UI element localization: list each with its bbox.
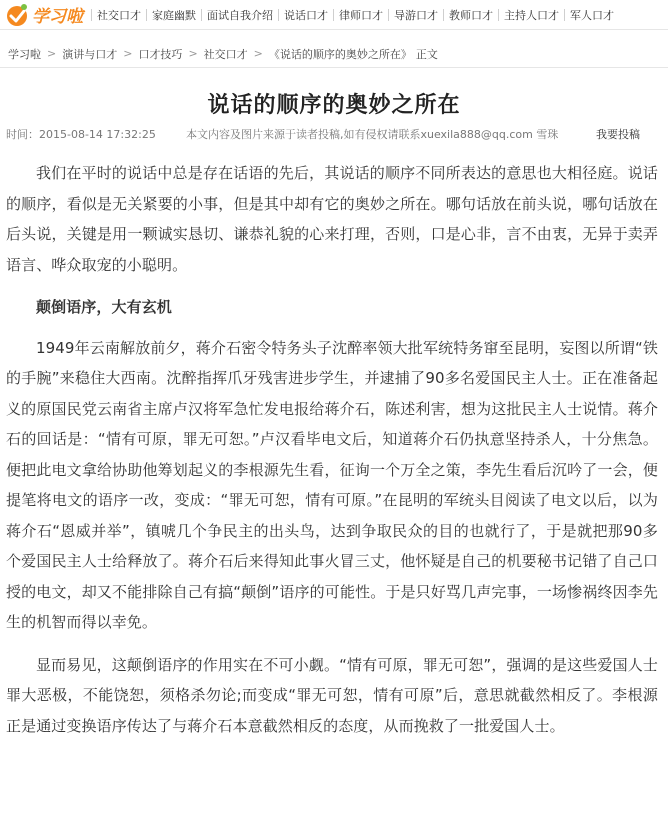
article-meta (0, 124, 668, 144)
breadcrumb-speech[interactable]: 演讲与口才 (62, 47, 118, 61)
nav-item-lawyer[interactable]: 律师口才 (339, 8, 383, 22)
nav-item-interview-intro[interactable]: 面试自我介绍 (207, 8, 273, 22)
site-logo[interactable] (4, 1, 83, 29)
breadcrumb-suffix: 正文 (415, 47, 438, 61)
copyright-notice: 本文内容及图片来源于读者投稿,如有侵权请联系xuexila888@qq.com 雪珠 (186, 128, 559, 141)
nav-item-military[interactable]: 军人口才 (570, 8, 614, 22)
breadcrumb-skills[interactable]: 口才技巧 (138, 47, 183, 61)
breadcrumb (0, 40, 668, 68)
breadcrumb-chevron-icon: > (47, 47, 57, 60)
nav-item-social-speech[interactable]: 社交口才 (97, 8, 141, 22)
breadcrumb-social[interactable]: 社交口才 (203, 47, 248, 61)
main-nav (91, 7, 619, 23)
logo-icon (4, 2, 30, 28)
breadcrumb-chevron-icon: > (253, 47, 263, 60)
breadcrumb-home[interactable]: 学习啦 (8, 47, 41, 61)
nav-item-family-humor[interactable]: 家庭幽默 (152, 8, 196, 22)
top-nav-bar (0, 0, 668, 30)
article-title: 说话的顺序的奥妙之所在 (207, 93, 461, 118)
paragraph: 1949年云南解放前夕，蒋介石密令特务头子沈醉率领大批军统特务窜至昆明，妄图以所谓“铁的手腕”来稳住大西南。沈醉指挥爪牙残害进步学生，并逮捕了90多名爱国民主人士。正在准备起义的原国民党云南省主席卢汉将军急忙发电报给蒋介石，陈述利害，想为这批民主人士说情。蒋介石的回话是：“情有可原，罪无可恕。”卢汉看毕电文后，知道蒋介石仍执意坚持杀人，十分焦急。便把此电文拿给协助他筹划起义的李根源先生看，征询一个万全之策，李先生看后沉吟了一会，便提笔将电文的语序一改，变成：“罪无可恕，情有可原。”在昆明的军统头目阅读了电文以后，以为蒋介石“恩威并举”，镇唬几个争民主的出头鸟，达到争取民众的目的也就行了，于是就把那90多个爱国民主人士给释放了。蒋介石后来得知此事火冒三丈，他怀疑是自己的机要秘书记错了自己口授的电文，却又不能排除自己有搞“颠倒”语序的可能性。于是只好骂几声完事，一场惨祸终因李先生的机智而得以幸免。 (6, 338, 658, 631)
breadcrumb-current: 《说话的顺序的奥妙之所在》 (268, 47, 412, 61)
submit-article-link[interactable]: 我要投稿 (596, 128, 640, 141)
paragraph: 显而易见，这颠倒语序的作用实在不可小觑。“情有可原，罪无可恕”，强调的是这些爱国人士罪大恶极，不能饶恕，须格杀勿论;而变成“罪无可恕，情有可原”后，意思就截然相反了。李根源正是通过变换语序传达了与蒋介石本意截然相反的态度，从而挽救了一批爱国人士。 (6, 655, 658, 735)
article-body (0, 158, 668, 741)
breadcrumb-chevron-icon: > (123, 47, 133, 60)
nav-item-speaking[interactable]: 说话口才 (284, 8, 328, 22)
nav-item-teacher[interactable]: 教师口才 (449, 8, 493, 22)
section-heading: 颠倒语序，大有玄机 (36, 298, 172, 316)
paragraph: 我们在平时的说话中总是存在话语的先后，其说话的顺序不同所表达的意思也大相径庭。说话的顺序，看似是无关紧要的小事，但是其中却有它的奥妙之所在。哪句话放在前头说，哪句话放在后头说，关键是用一颗诚实恳切、谦恭礼貌的心来打理，否则，口是心非，言不由衷，无异于卖弄语言、哗众取宠的小聪明。 (6, 164, 658, 274)
publish-time: 时间：2015-08-14 17:32:25 (6, 128, 156, 141)
logo-text: 学习啦 (32, 7, 83, 27)
nav-item-tour-guide[interactable]: 导游口才 (394, 8, 438, 22)
nav-item-host[interactable]: 主持人口才 (504, 8, 559, 22)
breadcrumb-chevron-icon: > (188, 47, 198, 60)
